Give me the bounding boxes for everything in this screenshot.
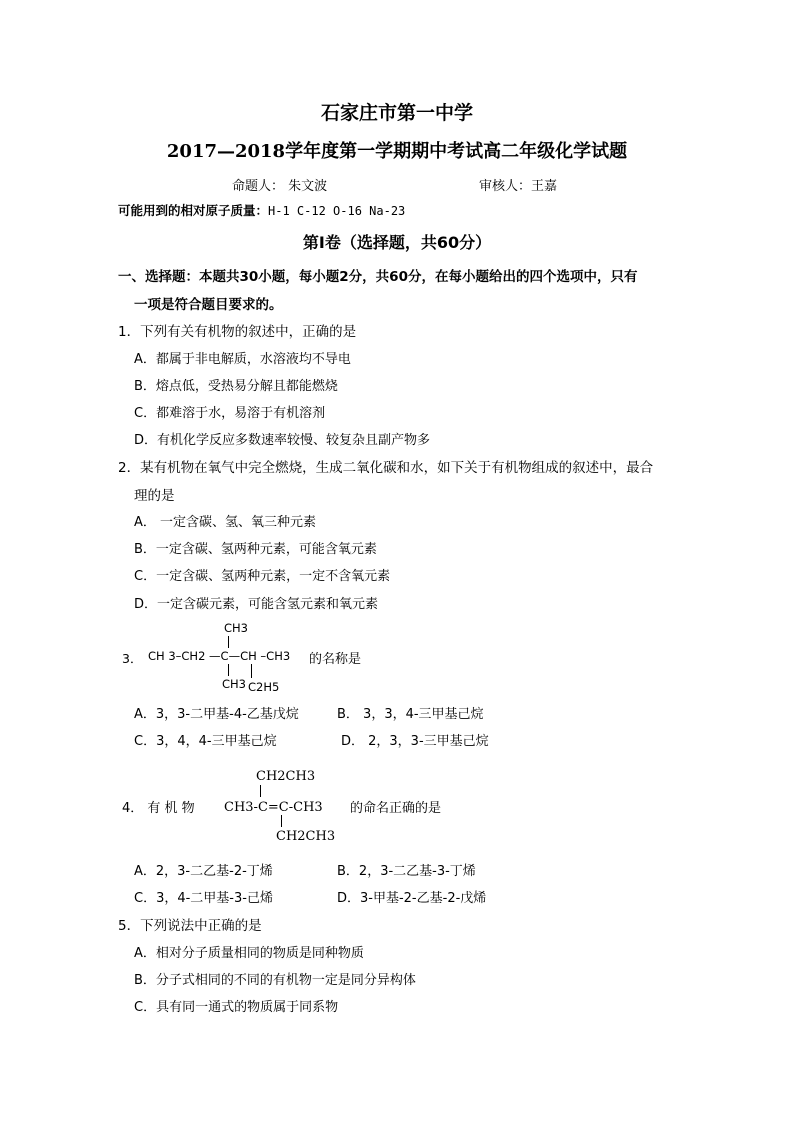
- exam-title: 2017—2018学年度第一学期期中考试高二年级化学试题: [166, 141, 628, 162]
- question-3-option-b: B． 3，3，4-三甲基己烷: [337, 707, 484, 722]
- question-5-stem: 5．下列说法中正确的是: [118, 918, 262, 934]
- question-3-bond-bottom-right: [251, 664, 252, 678]
- question-5-option-c: C．具有同一通式的物质属于同系物: [134, 1000, 339, 1015]
- question-3-stem-suffix: 的名称是: [309, 652, 362, 667]
- atomic-masses-values: H-1 C-12 O-16 Na-23: [268, 204, 406, 218]
- question-2-stem: 2．某有机物在氧气中完全燃烧，生成二氧化碳和水，如下关于有机物组成的叙述中，最合: [118, 460, 654, 476]
- question-4-bond-top: [260, 785, 261, 797]
- author-line: 命题人： 朱文波: [232, 179, 328, 194]
- question-2-stem-line2: 理的是: [134, 488, 175, 504]
- question-4-bond-bottom: [281, 815, 282, 827]
- question-3-number: 3．: [122, 651, 143, 666]
- reviewer-line: 审核人：王嘉: [479, 179, 558, 194]
- question-2-option-c: C．一定含碳、氢两种元素，一定不含氧元素: [134, 569, 391, 584]
- question-1-stem: 1．下列有关有机物的叙述中，正确的是: [118, 324, 357, 340]
- question-4-option-a: A．2，3-二乙基-2-丁烯: [134, 864, 273, 879]
- question-3-option-d: D． 2，3，3-三甲基己烷: [341, 734, 489, 749]
- section-title: 第Ⅰ卷（选择题，共60分）: [302, 233, 492, 252]
- question-3-formula-bottom-left: CH3: [222, 677, 246, 691]
- question-3-bond-bottom-left: [228, 664, 229, 676]
- question-2-option-b: B．一定含碳、氢两种元素，可能含氧元素: [134, 542, 377, 557]
- question-1-option-d: D．有机化学反应多数速率较慢、较复杂且副产物多: [134, 433, 431, 448]
- question-3-option-a: A．3，3-二甲基-4-乙基戊烷: [134, 707, 299, 722]
- question-1-option-b: B．熔点低，受热易分解且都能燃烧: [134, 379, 338, 394]
- question-4-option-c: C．3，4-二甲基-3-己烯: [134, 891, 273, 906]
- question-3-formula-bottom-right: C2H5: [248, 680, 280, 694]
- question-3-formula-top: CH3: [224, 621, 248, 635]
- question-4-formula-main: CH3-C=C-CH3: [224, 800, 323, 815]
- atomic-masses-label: 可能用到的相对原子质量：: [118, 203, 269, 218]
- question-4-number: 4． 有 机 物: [122, 801, 195, 816]
- atomic-masses: [118, 201, 405, 219]
- question-1-option-c: C．都难溶于水，易溶于有机溶剂: [134, 406, 326, 421]
- question-4-option-d: D．3-甲基-2-乙基-2-戊烯: [337, 891, 487, 906]
- question-4-formula-bottom: CH2CH3: [276, 829, 336, 844]
- question-5-option-b: B．分子式相同的不同的有机物一定是同分异构体: [134, 973, 416, 988]
- question-2-option-a: A． 一定含碳、氢、氧三种元素: [134, 515, 317, 530]
- question-3-option-c: C．3，4，4-三甲基己烷: [134, 734, 277, 749]
- school-name: 石家庄市第一中学: [320, 102, 473, 124]
- question-4-formula-top: CH2CH3: [256, 769, 316, 784]
- question-4-option-b: B．2，3-二乙基-3-丁烯: [337, 864, 476, 879]
- question-4-stem-suffix: 的命名正确的是: [350, 801, 442, 816]
- question-3-formula-main: CH 3–CH2 —C—CH –CH3: [148, 649, 291, 663]
- section-instructions-line1: 一、选择题：本题共30小题，每小题2分，共60分，在每小题给出的四个选项中，只有: [118, 269, 638, 285]
- section-instructions-line2: 一项是符合题目要求的。: [134, 297, 283, 313]
- question-2-option-d: D．一定含碳元素，可能含氢元素和氧元素: [134, 597, 379, 612]
- question-1-option-a: A．都属于非电解质，水溶液均不导电: [134, 352, 351, 367]
- question-3-bond-top: [228, 636, 229, 648]
- question-5-option-a: A．相对分子质量相同的物质是同种物质: [134, 946, 364, 961]
